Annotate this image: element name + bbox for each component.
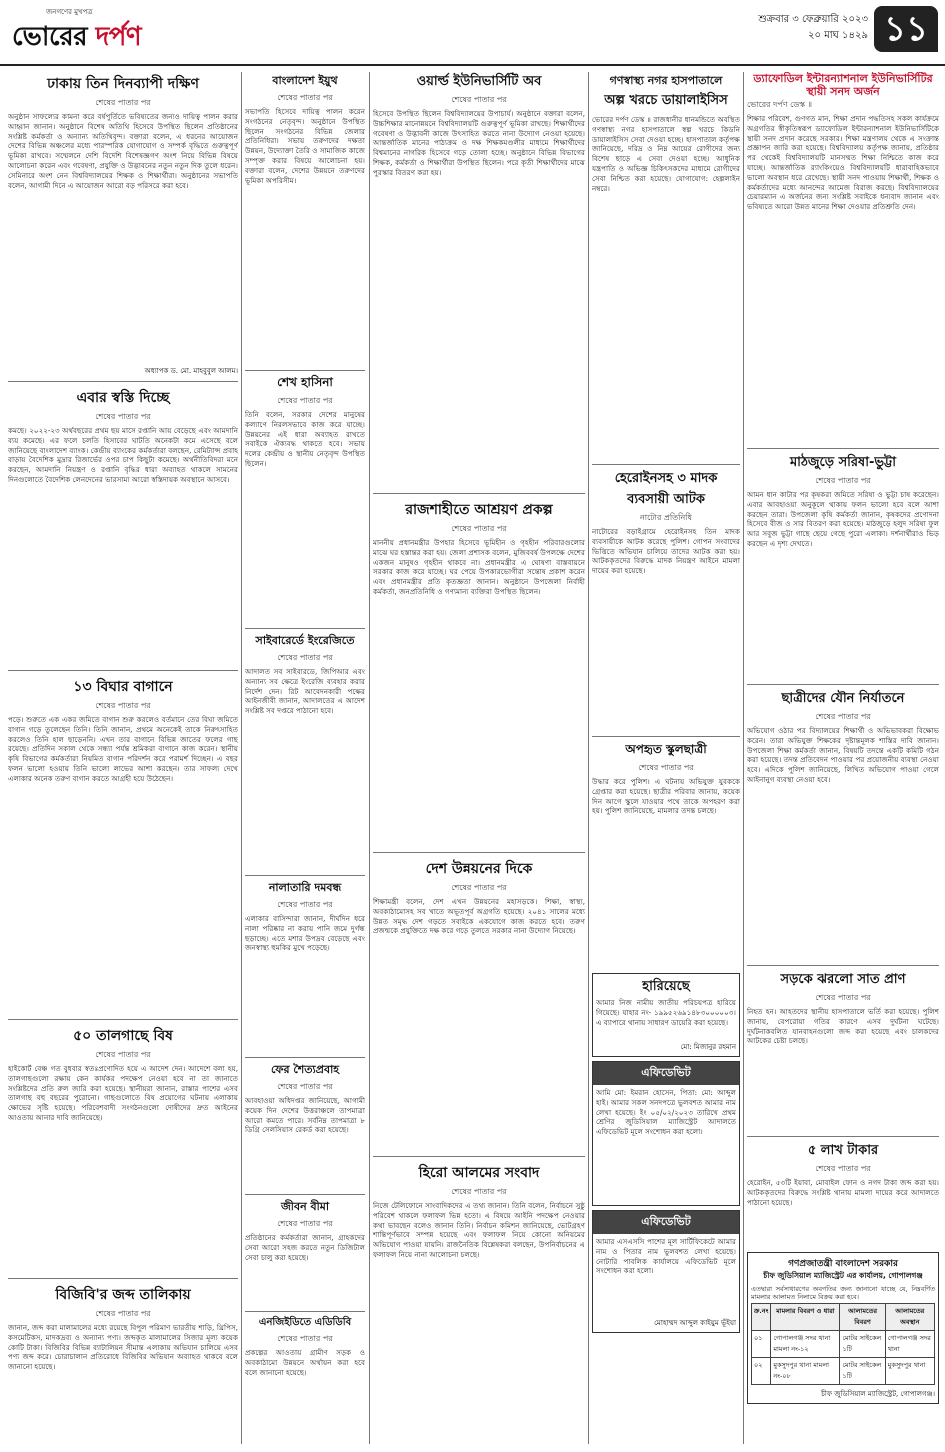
affidavit-2-body: আমার এসএসসি পাশের মূল সার্টিফিকেটে আমার নাম ও পিতার নাম ভুলবশত লেখা হয়েছে। নোটারি পাবলিক কার্যালয়ে এফিডেভিট মূলে সংশোধন করা হলো। xyxy=(596,1237,736,1276)
article-kidnap-body: উদ্ধার করে পুলিশ। এ ঘটনায় অভিযুক্ত যুবককে গ্রেপ্তার করা হয়েছে। ছাত্রীর পরিবার জানায়, কয়েক দিন আগে স্কুলে যাওয়ার পথে তাকে অপহরণ করা হয়। পুলিশ জানিয়েছে, মামলার তদন্ত চলছে। xyxy=(592,777,740,816)
headline-mustard[interactable]: মাঠজুড়ে সরিষা-ভুট্টা xyxy=(789,455,897,470)
headline-insurance[interactable]: জীবন বীমা xyxy=(280,1200,330,1213)
headline-rajshahi[interactable]: রাজশাহীতে আশ্রয়ণ প্রকল্প xyxy=(405,502,553,518)
article-insurance-body: প্রতিষ্ঠানের কর্মকর্তারা জানান, গ্রাহকদের সেবা আরো সহজ করতে নতুন ডিজিটাল সেবা চালু করা হয়েছে। xyxy=(245,1233,365,1262)
article-development-body: শিক্ষামন্ত্রী বলেন, দেশ এখন উন্নয়নের মহাসড়কে। শিক্ষা, স্বাস্থ্য, অবকাঠামোসহ সব খাতে অভূতপূর্ব অগ্রগতি হয়েছে। ২০৪১ সালের মধ্যে উন্নত সমৃদ্ধ দেশ গড়তে সবাইকে একযোগে কাজ করতে হবে। তরুণ প্রজন্মকে প্রযুক্তিতে দক্ষ করে গড়ে তুলতে সরকার নানা উদ্যোগ নিয়েছে। xyxy=(373,897,585,936)
column-center: ওয়ার্ল্ড ইউনিভার্সিটি অব শেষের পাতার পর হিসেবে উপস্থিত ছিলেন বিশ্ববিদ্যালয়ের উপাচার্য। অনুষ্ঠানে বক্তারা বলেন, উচ্চশিক্ষার মানোন্নয়নে বিশ্ববিদ্যালয়টি গুরুত্বপূর্ণ ভূমিকা রাখছে। শিক্ষার্থীদের গবেষণা ও উদ্ভাবনী কাজে উৎসাহিত করতে নানা উদ্যোগ নেওয়া হয়েছে। আন্তর্জাতিক মানের পাঠ্যক্রম ও দক্ষ শিক্ষকমণ্ডলীর মাধ্যমে শিক্ষার্থীদের বিশ্বমানের নাগরিক হিসেবে গড়ে তোলা হচ্ছে। অনুষ্ঠানে বিভিন্ন বিভাগের শিক্ষক, কর্মকর্তা ও শিক্ষার্থীরা উপস্থিত ছিলেন। পরে কৃতী শিক্ষার্থীদের মাঝে পুরস্কার বিতরণ করা হয়। রাজশাহীতে আশ্রয়ণ প্রকল্প শেষের পাতার পর মাননীয় প্রধানমন্ত্রীর উপহার হিসেবে ভূমিহীন ও গৃহহীন পরিবারগুলোর মাঝে ঘর হস্তান্তর করা হয়। জেলা প্রশাসক বলেন, মুজিববর্ষ উপলক্ষে দেশের একজন মানুষও গৃহহীন থাকবে না। প্রধানমন্ত্রীর এ ঘোষণা বাস্তবায়নে সরকার কাজ করে যাচ্ছে। ঘর পেয়ে উপকারভোগীরা সন্তোষ প্রকাশ করেন এবং প্রধানমন্ত্রীর প্রতি কৃতজ্ঞতা জানান। অনুষ্ঠানে উপজেলা নির্বাহী কর্মকর্তা, জনপ্রতিনিধি ও গণ্যমান্য ব্যক্তিরা উপস্থিত ছিলেন। দেশ উন্নয়নের দিকে শেষের পাতার পর শিক্ষামন্ত্রী বলেন, দেশ এখন উন্নয়নের মহাসড়কে। শিক্ষা, স্বাস্থ্য, অবকাঠামোসহ সব খাতে অভূতপূর্ব অগ্রগতি হয়েছে। ২০৪১ সালের মধ্যে উন্নত সমৃদ্ধ দেশ গড়তে সবাইকে একযোগে কাজ করতে হবে। তরুণ প্রজন্মকে প্রযুক্তিতে দক্ষ করে গড়ে তুলতে সরকার নানা উদ্যোগ নিয়েছে। হিরো আলমের সংবাদ শেষের পাতার পর নিজে টেলিফোনে সাংবাদিকদের এ তথ্য জানান। তিনি বলেন, নির্বাচনে সুষ্ঠু পরিবেশ থাকলে ফলাফল ভিন্ন হতো। এ বিষয়ে আইনি পদক্ষেপ নেওয়ার কথা ভাবছেন বলেও জানান তিনি। নির্বাচন কমিশন জানিয়েছে, ভোটগ্রহণ শান্তিপূর্ণভাবে সম্পন্ন হয়েছে এবং ফলাফল নিয়ে কোনো অনিয়মের অভিযোগ পাওয়া যায়নি। রাজনৈতিক বিশ্লেষকরা বলছেন, উপনির্বাচনের এ ফলাফল নিয়ে নানা আলোচনা চলছে। xyxy=(373,72,585,1444)
govt-notice: গণপ্রজাতন্ত্রী বাংলাদেশ সরকার চীফ জুডিসিয়াল ম্যাজিস্ট্রেট এর কার্যালয়, গোপালগঞ্জ এতদ্বারা সর্বসাধারণের অবগতির জন্য জানানো যাচ্ছে যে, নিম্নবর্ণিত মামলার আলামত নিলামে বিক্রয় করা হবে। ক্র.নং মামলার বিবরণ ও ধারা আলামতের বিবরণ আলামতের অবস্থান ০১ গোপালগঞ্জ সদর থানা মামলা নং-১২ মোটর সাইকেল ১টি গোপালগঞ্জ সদর থানা ০২ মুকসুদপুর থানা মামলা নং-০৮ মোটর সাইকেল ১টি মুকসুদপুর থানা চীফ জুডিসিয়াল ম্যাজিস্ট্রেট, গোপালগঞ্জ। xyxy=(747,1252,939,1404)
headline-poison[interactable]: ৫০ তালগাছে বিষ xyxy=(73,1028,173,1044)
headline-agency[interactable]: এনজিইডিতে এডিডিবি xyxy=(258,1317,352,1328)
headline-dhaka[interactable]: ঢাকায় তিন দিনব্যাপী দক্ষিণ xyxy=(47,76,199,92)
headline-hasina[interactable]: শেখ হাসিনা xyxy=(277,375,333,389)
headline-youth[interactable]: বাংলাদেশ ইয়ুথ xyxy=(272,74,338,87)
article-rajshahi-body: মাননীয় প্রধানমন্ত্রীর উপহার হিসেবে ভূমিহীন ও গৃহহীন পরিবারগুলোর মাঝে ঘর হস্তান্তর করা হয়। জেলা প্রশাসক বলেন, মুজিববর্ষ উপলক্ষে দেশের একজন মানুষও গৃহহীন থাকবে না। প্রধানমন্ত্রীর এ ঘোষণা বাস্তবায়নে সরকার কাজ করে যাচ্ছে। ঘর পেয়ে উপকারভোগীরা সন্তোষ প্রকাশ করেন এবং প্রধানমন্ত্রীর প্রতি কৃতজ্ঞতা জানান। অনুষ্ঠানে উপজেলা নির্বাহী কর্মকর্তা, জনপ্রতিনিধি ও গণ্যমান্য ব্যক্তিরা উপস্থিত ছিলেন। xyxy=(373,538,585,596)
article-lakh-body: হেরোইন, ৫৩টি ইয়াবা, মোবাইল ফোন ও নগদ টাকা জব্দ করা হয়। আটককৃতদের বিরুদ্ধে সংশ্লিষ্ট থানায় মামলা দায়ের করে আদালতে পাঠানো হয়েছে। xyxy=(747,1178,939,1207)
headline-world-university[interactable]: ওয়ার্ল্ড ইউনিভার্সিটি অব xyxy=(416,74,542,89)
article-youth-body: সভাপতি হিসেবে দায়িত্ব পালন করেন সংগঠনের নেতৃবৃন্দ। অনুষ্ঠানে উপস্থিত ছিলেন সংগঠনের বিভিন্ন জেলার প্রতিনিধিরা। সভায় তরুণদের দক্ষতা উন্নয়ন, উদ্যোক্তা তৈরি ও সামাজিক কাজে সম্পৃক্ত করার বিষয়ে আলোচনা হয়। বক্তারা বলেন, দেশের উন্নয়নে তরুণদের ভূমিকা অপরিসীম। xyxy=(245,107,365,185)
article-cold-body: আবহাওয়া অধিদপ্তর জানিয়েছে, আগামী কয়েক দিন দেশের উত্তরাঞ্চলে তাপমাত্রা আরো কমতে পারে। সর্বনিম্ন তাপমাত্রা ৮ ডিগ্রি সেলসিয়াস রেকর্ড করা হয়েছে। xyxy=(245,1096,365,1135)
article-relief-body: কমছে। ২০২২-২৩ অর্থবছরের প্রথম ছয় মাসে রপ্তানি আয় বেড়েছে এবং আমদানি ব্যয় কমেছে। এর ফলে চলতি হিসাবের ঘাটতি অনেকটা কমে এসেছে বলে জানিয়েছে বাংলাদেশ ব্যাংক। কেন্দ্রীয় ব্যাংকের কর্মকর্তারা বলছেন, রেমিট্যান্স প্রবাহ বাড়ায় বৈদেশিক মুদ্রার রিজার্ভের ওপর চাপ কিছুটা কমেছে। অর্থনীতিবিদরা মনে করছেন, আমদানি নিয়ন্ত্রণ ও রপ্তানি বৃদ্ধির ধারা অব্যাহত থাকলে সামনের দিনগুলোতে বৈদেশিক লেনদেনের ভারসাম্য আরো স্বস্তিদায়ক অবস্থানে আসবে। xyxy=(8,426,238,484)
logo-tagline: জনগণের মুখপত্র xyxy=(46,8,93,16)
article-dhaka-body: অনুষ্ঠান সাফল্যের কামনা করে বর্ষপুর্তিতে ভবিষ্যতের জন্যও দায়িত্ব পালন করার আহ্বান জানান। অনুষ্ঠানে বিশেষ অতিথি হিসেবে উপস্থিত ছিলেন প্রতিষ্ঠানের সংশ্লিষ্ট কর্মকর্তা ও অন্যান্য অতিথিবৃন্দ। বক্তারা বলেন, এ ধরনের আয়োজন দেশের বিভিন্ন অঞ্চলের মধ্যে পারস্পরিক যোগাযোগ ও সম্পর্ক বৃদ্ধিতে গুরুত্বপূর্ণ ভূমিকা রাখবে। সম্মেলনে দেশি বিদেশি বিশেষজ্ঞগণ অংশ নিয়ে বিভিন্ন বিষয়ে আলোচনা করেন এবং গবেষণা, প্রযুক্তি ও উদ্ভাবনের নতুন নতুন দিক তুলে ধরেন। সেমিনারে অংশ নেন বিশ্ববিদ্যালয়ের শিক্ষক ও শিক্ষার্থীরা। অনুষ্ঠানের সভাপতি বলেন, আগামী দিনে এ আয়োজন আরো বড় পরিসরে করা হবে। xyxy=(8,112,238,190)
headline-relief[interactable]: এবার স্বস্তি দিচ্ছে xyxy=(76,390,170,406)
headline-heroin[interactable]: হেরোইনসহ ৩ মাদক ব্যবসায়ী আটক xyxy=(614,471,718,507)
headline-road[interactable]: সড়কে ঝরলো সাত প্রাণ xyxy=(780,972,906,987)
headline-nalatari[interactable]: নালাতারি দমবন্ধ xyxy=(268,881,342,894)
article-poison-body: হাইকোর্ট বেঞ্চ গত বুধবার স্বতঃপ্রণোদিত হয়ে এ আদেশ দেন। আদেশে বলা হয়, তালগাছগুলো রক্ষায় কেন কার্যকর পদক্ষেপ নেওয়া হবে না তা জানাতে সংশ্লিষ্টদের প্রতি রুল জারি করা হয়েছে। স্থানীয়রা জানান, রাস্তার পাশের এসব তালগাছ বহু বছরের পুরোনো। গাছগুলোতে বিষ প্রয়োগের ঘটনায় এলাকায় ক্ষোভের সৃষ্টি হয়েছে। পরিবেশবাদী সংগঠনগুলো দোষীদের দ্রুত আইনের আওতায় আনার দাবি জানিয়েছে। xyxy=(8,1064,238,1122)
article-bgb-body: জানান, জব্দ করা মালামালের মধ্যে রয়েছে বিপুল পরিমাণ ভারতীয় শাড়ি, থ্রিপিস, কসমেটিকস, মাদকদ্রব্য ও অন্যান্য পণ্য। জব্দকৃত মালামালের সিজার মূল্য কয়েক কোটি টাকা। বিজিবির বিভিন্ন ব্যাটালিয়ন সীমান্ত এলাকায় অভিযান চালিয়ে এসব পণ্য জব্দ করে। চোরাচালান প্রতিরোধে বিজিবির অভিযান অব্যাহত থাকবে বলে জানানো হয়েছে। xyxy=(8,1323,238,1372)
masthead xyxy=(0,0,945,66)
article-cyber-body: আদালত সব সাইবারডে, জিপিআর এবং অন্যান্য সব ক্ষেত্রে ইংরেজি ব্যবহার করার নির্দেশ দেন। রিট আবেদনকারী পক্ষের আইনজীবী জানান, আদালতের এ আদেশ সংশ্লিষ্ট সব দপ্তরে পাঠানো হবে। xyxy=(245,667,365,716)
affidavit-2-title: এফিডেভিট xyxy=(593,1211,739,1234)
column-second: বাংলাদেশ ইয়ুথ শেষের পাতার পর সভাপতি হিসেবে দায়িত্ব পালন করেন সংগঠনের নেতৃবৃন্দ। অনুষ্ঠানে উপস্থিত ছিলেন সংগঠনের বিভিন্ন জেলার প্রতিনিধিরা। সভায় তরুণদের দক্ষতা উন্নয়ন, উদ্যোক্তা তৈরি ও সামাজিক কাজে সম্পৃক্ত করার বিষয়ে আলোচনা হয়। বক্তারা বলেন, দেশের উন্নয়নে তরুণদের ভূমিকা অপরিসীম। শেখ হাসিনা শেষের পাতার পর তিনি বলেন, সরকার দেশের মানুষের কল্যাণে নিরলসভাবে কাজ করে যাচ্ছে। উন্নয়নের এই ধারা অব্যাহত রাখতে সবাইকে ঐক্যবদ্ধ থাকতে হবে। সভায় দলের কেন্দ্রীয় ও স্থানীয় নেতৃবৃন্দ উপস্থিত ছিলেন। সাইবারের্ডে ইংরেজিতে শেষের পাতার পর আদালত সব সাইবারডে, জিপিআর এবং অন্যান্য সব ক্ষেত্রে ইংরেজি ব্যবহার করার নির্দেশ দেন। রিট আবেদনকারী পক্ষের আইনজীবী জানান, আদালতের এ আদেশ সংশ্লিষ্ট সব দপ্তরে পাঠানো হবে। নালাতারি দমবন্ধ শেষের পাতার পর এলাকার বাসিন্দারা জানান, দীর্ঘদিন ধরে নালা পরিষ্কার না করায় পানি জমে দুর্গন্ধ ছড়াচ্ছে। এতে মশার উপদ্রব বেড়েছে এবং জনস্বাস্থ্য হুমকির মুখে পড়েছে। ফের শৈত্যপ্রবাহ শেষের পাতার পর আবহাওয়া অধিদপ্তর জানিয়েছে, আগামী কয়েক দিন দেশের উত্তরাঞ্চলে তাপমাত্রা আরো কমতে পারে। সর্বনিম্ন তাপমাত্রা ৮ ডিগ্রি সেলসিয়াস রেকর্ড করা হয়েছে। জীবন বীমা শেষের পাতার পর প্রতিষ্ঠানের কর্মকর্তারা জানান, গ্রাহকদের সেবা আরো সহজ করতে নতুন ডিজিটাল সেবা চালু করা হয়েছে। এনজিইডিতে এডিডিবি শেষের পাতার পর প্রকল্পের আওতায় গ্রামীণ সড়ক ও অবকাঠামো উন্নয়নে অর্থায়ন করা হবে বলে জানানো হয়েছে। xyxy=(245,72,365,1444)
article-hasina-body: তিনি বলেন, সরকার দেশের মানুষের কল্যাণে নিরলসভাবে কাজ করে যাচ্ছে। উন্নয়নের এই ধারা অব্যাহত রাখতে সবাইকে ঐক্যবদ্ধ থাকতে হবে। সভায় দলের কেন্দ্রীয় ও স্থানীয় নেতৃবৃন্দ উপস্থিত ছিলেন। xyxy=(245,410,365,468)
column-left: ঢাকায় তিন দিনব্যাপী দক্ষিণ শেষের পাতার পর অনুষ্ঠান সাফল্যের কামনা করে বর্ষপুর্তিতে ভবিষ্যতের জন্যও দায়িত্ব পালন করার আহ্বান জানান। অনুষ্ঠানে বিশেষ অতিথি হিসেবে উপস্থিত ছিলেন প্রতিষ্ঠানের সংশ্লিষ্ট কর্মকর্তা ও অন্যান্য অতিথিবৃন্দ। বক্তারা বলেন, এ ধরনের আয়োজন দেশের বিভিন্ন অঞ্চলের মধ্যে পারস্পরিক যোগাযোগ ও সম্পর্ক বৃদ্ধিতে গুরুত্বপূর্ণ ভূমিকা রাখবে। সম্মেলনে দেশি বিদেশি বিশেষজ্ঞগণ অংশ নিয়ে বিভিন্ন বিষয়ে আলোচনা করেন এবং গবেষণা, প্রযুক্তি ও উদ্ভাবনের নতুন নতুন দিক তুলে ধরেন। সেমিনারে অংশ নেন বিশ্ববিদ্যালয়ের শিক্ষক ও শিক্ষার্থীরা। অনুষ্ঠানের সভাপতি বলেন, আগামী দিনে এ আয়োজন আরো বড় পরিসরে করা হবে। অধ্যাপক ড. মো. মাহবুবুল আলম। এবার স্বস্তি দিচ্ছে শেষের পাতার পর কমছে। ২০২২-২৩ অর্থবছরের প্রথম ছয় মাসে রপ্তানি আয় বেড়েছে এবং আমদানি ব্যয় কমেছে। এর ফলে চলতি হিসাবের ঘাটতি অনেকটা কমে এসেছে বলে জানিয়েছে বাংলাদেশ ব্যাংক। কেন্দ্রীয় ব্যাংকের কর্মকর্তারা বলছেন, রেমিট্যান্স প্রবাহ বাড়ায় বৈদেশিক মুদ্রার রিজার্ভের ওপর চাপ কিছুটা কমেছে। অর্থনীতিবিদরা মনে করছেন, আমদানি নিয়ন্ত্রণ ও রপ্তানি বৃদ্ধির ধারা অব্যাহত থাকলে সামনের দিনগুলোতে বৈদেশিক লেনদেনের ভারসাম্য আরো স্বস্তিদায়ক অবস্থানে আসবে। ১৩ বিঘার বাগানে শেষের পাতার পর পড়ে। শুরুতে এক একর জমিতে বাগান শুরু করলেও বর্তমানে তের বিঘা জমিতে বাগান গড়ে তুলেছেন তিনি। তিনি জানান, প্রথমে অনেকেই তাকে নিরুৎসাহিত করলেও তিনি হাল ছাড়েননি। এখন তার বাগানে বিভিন্ন জাতের ফলের গাছ রয়েছে। প্রতিদিন সকাল থেকে সন্ধ্যা পর্যন্ত শ্রমিকরা বাগানে কাজ করেন। স্থানীয় কৃষি বিভাগের কর্মকর্তারা নিয়মিত বাগান পরিদর্শন করে পরামর্শ দিচ্ছেন। এ বছর ফলন ভালো হওয়ায় তিনি ভালো লাভের আশা করছেন। তার সাফল্য দেখে এলাকার অনেক তরুণ বাগান করতে আগ্রহী হয়ে উঠেছেন। ৫০ তালগাছে বিষ শেষের পাতার পর হাইকোর্ট বেঞ্চ গত বুধবার স্বতঃপ্রণোদিত হয়ে এ আদেশ দেন। আদেশে বলা হয়, তালগাছগুলো রক্ষায় কেন কার্যকর পদক্ষেপ নেওয়া হবে না তা জানাতে সংশ্লিষ্টদের প্রতি রুল জারি করা হয়েছে। স্থানীয়রা জানান, রাস্তার পাশের এসব তালগাছ বহু বছরের পুরোনো। গাছগুলোতে বিষ প্রয়োগের ঘটনায় এলাকায় ক্ষোভের সৃষ্টি হয়েছে। পরিবেশবাদী সংগঠনগুলো দোষীদের দ্রুত আইনের আওতায় আনার দাবি জানিয়েছে। বিজিবি'র জব্দ তালিকায় শেষের পাতার পর জানান, জব্দ করা মালামালের মধ্যে রয়েছে বিপুল পরিমাণ ভারতীয় শাড়ি, থ্রিপিস, কসমেটিকস, মাদকদ্রব্য ও অন্যান্য পণ্য। জব্দকৃত মালামালের সিজার মূল্য কয়েক কোটি টাকা। বিজিবির বিভিন্ন ব্যাটালিয়ন সীমান্ত এলাকায় অভিযান চালিয়ে এসব পণ্য জব্দ করে। চোরাচালান প্রতিরোধে বিজিবির অভিযান অব্যাহত থাকবে বলে জানানো হয়েছে। xyxy=(8,72,238,1444)
affidavit-1 xyxy=(592,1061,740,1206)
lost-notice: হারিয়েছে আমার নিজ নামীয় জাতীয় পরিচয়পত্র হারিয়ে গিয়েছে। যাহার নং- ১৯৯৫২৬৯১৪৮৩০০০০০৩। এ ব্যাপারে থানায় সাধারণ ডায়েরি করা হয়েছে। মো: মিজানুর রহমান xyxy=(592,973,740,1057)
headline-development[interactable]: দেশ উন্নয়নের দিকে xyxy=(425,861,533,877)
article-road-body: নিহত হন। আহতদের স্থানীয় হাসপাতালে ভর্তি করা হয়েছে। পুলিশ জানায়, বেপরোয়া গতির কারণে এসব দুর্ঘটনা ঘটেছে। দুর্ঘটনাকবলিত যানবাহনগুলো জব্দ করা হয়েছে এবং চালকদের আটকের চেষ্টা চলছে। xyxy=(747,1007,939,1046)
article-hero-alom-body: নিজে টেলিফোনে সাংবাদিকদের এ তথ্য জানান। তিনি বলেন, নির্বাচনে সুষ্ঠু পরিবেশ থাকলে ফলাফল ভিন্ন হতো। এ বিষয়ে আইনি পদক্ষেপ নেওয়ার কথা ভাবছেন বলেও জানান তিনি। নির্বাচন কমিশন জানিয়েছে, ভোটগ্রহণ শান্তিপূর্ণভাবে সম্পন্ন হয়েছে এবং ফলাফল নিয়ে কোনো অনিয়মের অভিযোগ পাওয়া যায়নি। রাজনৈতিক বিশ্লেষকরা বলছেন, উপনির্বাচনের এ ফলাফল নিয়ে নানা আলোচনা চলছে। xyxy=(373,1201,585,1259)
article-nalatari-body: এলাকার বাসিন্দারা জানান, দীর্ঘদিন ধরে নালা পরিষ্কার না করায় পানি জমে দুর্গন্ধ ছড়াচ্ছে। এতে মশার উপদ্রব বেড়েছে এবং জনস্বাস্থ্য হুমকির মুখে পড়েছে। xyxy=(245,914,365,953)
govt-notice-subtitle: চীফ জুডিসিয়াল ম্যাজিস্ট্রেট এর কার্যালয়, গোপালগঞ্জ xyxy=(763,1271,923,1280)
affidavit-2: এফিডেভিট আমার এসএসসি পাশের মূল সার্টিফিকেটে আমার নাম ও পিতার নাম ভুলবশত লেখা হয়েছে। নোটারি পাবলিক কার্যালয়ে এফিডেভিট মূলে সংশোধন করা হলো। মোহাম্মদ আব্দুল কাইয়ুম ভূঁইয়া xyxy=(592,1210,740,1333)
headline-dialysis[interactable]: গণস্বাস্থ্য নগর হাসপাতালে অল্প খরচে ডায়ালাইসিস xyxy=(604,74,728,108)
headline-kidnap[interactable]: অপহৃত স্কুলছাত্রী xyxy=(625,742,707,756)
page-number: ১১ xyxy=(874,6,938,52)
newspaper-logo[interactable] xyxy=(8,6,208,58)
affidavit-1-title: এফিডেভিট xyxy=(593,1062,739,1085)
table-row: ০২ মুকসুদপুর থানা মামলা নং-০৮ মোটর সাইকেল ১টি মুকসুদপুর থানা xyxy=(752,1358,935,1385)
headline-hero-alom[interactable]: হিরো আলমের সংবাদ xyxy=(418,1165,540,1181)
affidavit-1-body: আমি মো: ইমরান হোসেন, পিতা: মো: আব্দুল হাই। আমার সকল সনদপত্রে ভুলবশত আমার নাম লেখা হয়েছে। ইং ০৫/০২/২০২৩ তারিখে প্রথম শ্রেণির জুডিসিয়াল ম্যাজিস্ট্রেট আদালতে এফিডেভিট মূলে সংশোধন করা হলো। xyxy=(596,1088,736,1137)
headline-daffodil[interactable]: ড্যাফোডিল ইন্টারন্যাশনাল ইউনিভার্সিটির স্থায়ী সনদ অর্জন xyxy=(753,72,933,98)
article-mustard-body: আমন ধান কাটার পর কৃষকরা জমিতে সরিষা ও ভুট্টা চাষ করেছেন। এবার আবহাওয়া অনুকূলে থাকায় ফলন ভালো হবে বলে আশা করছেন তারা। উপজেলা কৃষি কর্মকর্তা জানান, কৃষকদের প্রণোদনা হিসেবে বীজ ও সার বিতরণ করা হয়েছে। মাঠজুড়ে হলুদ সরিষা ফুল আর সবুজ ভুট্টা গাছে ছেয়ে গেছে পুরো এলাকা। দর্শনার্থীরাও ভিড় করছেন এ দৃশ্য দেখতে। xyxy=(747,490,939,548)
headline-students[interactable]: ছাত্রীদের যৌন নির্যাতনে xyxy=(781,691,905,706)
column-right: ড্যাফোডিল ইন্টারন্যাশনাল ইউনিভার্সিটির স্থায়ী সনদ অর্জন ভোরের দর্পণ ডেস্ক ॥ শিক্ষার পরিবেশ, গুণগত মান, শিক্ষা প্রদান পদ্ধতিসহ সকল কার্যক্রমে অগ্রগতির স্বীকৃতিস্বরূপ ড্যাফোডিল ইন্টারন্যাশনাল ইউনিভার্সিটিকে স্থায়ী সনদ প্রদান করেছে সরকার। শিক্ষা মন্ত্রণালয় থেকে এ সংক্রান্ত প্রজ্ঞাপন জারি করা হয়েছে। বিশ্ববিদ্যালয় কর্তৃপক্ষ জানায়, প্রতিষ্ঠার পর থেকেই বিশ্ববিদ্যালয়টি মানসম্মত শিক্ষা নিশ্চিতে কাজ করে যাচ্ছে। আন্তর্জাতিক র‍্যাংকিংয়েও বিশ্ববিদ্যালয়টি ধারাবাহিকভাবে ভালো অবস্থান ধরে রেখেছে। স্থায়ী সনদ পাওয়ায় শিক্ষার্থী, শিক্ষক ও কর্মকর্তাদের মধ্যে আনন্দের আমেজ বিরাজ করছে। বিশ্ববিদ্যালয়ের চেয়ারম্যান এ অর্জনের জন্য সংশ্লিষ্ট সবাইকে ধন্যবাদ জানান এবং ভবিষ্যতে আরো উন্নত মানের শিক্ষা দেওয়ার প্রতিশ্রুতি দেন। মাঠজুড়ে সরিষা-ভুট্টা শেষের পাতার পর আমন ধান কাটার পর কৃষকরা জমিতে সরিষা ও ভুট্টা চাষ করেছেন। এবার আবহাওয়া অনুকূলে থাকায় ফলন ভালো হবে বলে আশা করছেন তারা। উপজেলা কৃষি কর্মকর্তা জানান, কৃষকদের প্রণোদনা হিসেবে বীজ ও সার বিতরণ করা হয়েছে। মাঠজুড়ে হলুদ সরিষা ফুল আর সবুজ ভুট্টা গাছে ছেয়ে গেছে পুরো এলাকা। দর্শনার্থীরাও ভিড় করছেন এ দৃশ্য দেখতে। ছাত্রীদের যৌন নির্যাতনে শেষের পাতার পর অভিযোগ ওঠার পর বিদ্যালয়ের শিক্ষার্থী ও অভিভাবকরা বিক্ষোভ করেন। তারা অভিযুক্ত শিক্ষকের দৃষ্টান্তমূলক শাস্তির দাবি জানান। উপজেলা শিক্ষা কর্মকর্তা জানান, বিষয়টি তদন্তে একটি কমিটি গঠন করা হয়েছে। তদন্ত প্রতিবেদন পাওয়ার পর প্রয়োজনীয় ব্যবস্থা নেওয়া হবে। এদিকে পুলিশ জানিয়েছে, লিখিত অভিযোগ পাওয়া গেলে আইনানুগ ব্যবস্থা নেওয়া হবে। সড়কে ঝরলো সাত প্রাণ শেষের পাতার পর নিহত হন। আহতদের স্থানীয় হাসপাতালে ভর্তি করা হয়েছে। পুলিশ জানায়, বেপরোয়া গতির কারণে এসব দুর্ঘটনা ঘটেছে। দুর্ঘটনাকবলিত যানবাহনগুলো জব্দ করা হয়েছে এবং চালকদের আটকের চেষ্টা চলছে। ৫ লাখ টাকার শেষের পাতার পর হেরোইন, ৫৩টি ইয়াবা, মোবাইল ফোন ও নগদ টাকা জব্দ করা হয়। আটককৃতদের বিরুদ্ধে সংশ্লিষ্ট থানায় মামলা দায়ের করে আদালতে পাঠানো হয়েছে। গণপ্রজাতন্ত্রী বাংলাদেশ সরকার চীফ জুডিসিয়াল ম্যাজিস্ট্রেট এর কার্যালয়, গোপালগঞ্জ এতদ্বারা সর্বসাধারণের অবগতির জন্য জানানো যাচ্ছে যে, নিম্নবর্ণিত মামলার আলামত নিলামে বিক্রয় করা হবে। ক্র.নং মামলার বিবরণ ও ধারা আলামতের বিবরণ আলামতের অবস্থান ০১ গোপালগঞ্জ সদর থানা মামলা নং-১২ মোটর সাইকেল ১টি গোপালগঞ্জ সদর থানা ০২ মুকসুদপুর থানা মামলা নং-০৮ মোটর সাইকেল ১টি মুকসুদপুর থানা চীফ জুডিসিয়াল ম্যাজিস্ট্রেট, গোপালগঞ্জ। xyxy=(747,72,939,1444)
lost-notice-title: হারিয়েছে xyxy=(642,979,690,994)
article-heroin-body: নাটোরের বড়াইগ্রামে হেরোইনসহ তিন মাদক ব্যবসায়ীকে আটক করেছে পুলিশ। গোপন সংবাদের ভিত্তিতে অভিযান চালিয়ে তাদের আটক করা হয়। আটককৃতদের বিরুদ্ধে মাদক নিয়ন্ত্রণ আইনে মামলা দায়ের করা হয়েছে। xyxy=(592,527,740,576)
article-world-university-body: হিসেবে উপস্থিত ছিলেন বিশ্ববিদ্যালয়ের উপাচার্য। অনুষ্ঠানে বক্তারা বলেন, উচ্চশিক্ষার মানোন্নয়নে বিশ্ববিদ্যালয়টি গুরুত্বপূর্ণ ভূমিকা রাখছে। শিক্ষার্থীদের গবেষণা ও উদ্ভাবনী কাজে উৎসাহিত করতে নানা উদ্যোগ নেওয়া হয়েছে। আন্তর্জাতিক মানের পাঠ্যক্রম ও দক্ষ শিক্ষকমণ্ডলীর মাধ্যমে শিক্ষার্থীদের বিশ্বমানের নাগরিক হিসেবে গড়ে তোলা হচ্ছে। অনুষ্ঠানে বিভিন্ন বিভাগের শিক্ষক, কর্মকর্তা ও শিক্ষার্থীরা উপস্থিত ছিলেন। পরে কৃতী শিক্ষার্থীদের মাঝে পুরস্কার বিতরণ করা হয়। xyxy=(373,109,585,177)
logo-text: ভোরের দর্পণ xyxy=(12,22,142,52)
column-fourth: গণস্বাস্থ্য নগর হাসপাতালে অল্প খরচে ডায়ালাইসিস ভোরের দর্পণ ডেস্ক ॥ রাজধানীর ধানমন্ডিতে অবস্থিত গণস্বাস্থ্য নগর হাসপাতালে স্বল্প খরচে কিডনি ডায়ালাইসিস সেবা দেওয়া হচ্ছে। হাসপাতাল কর্তৃপক্ষ জানিয়েছে, দরিদ্র ও নিম্ন আয়ের রোগীদের জন্য বিশেষ ছাড়ে এ সেবা দেওয়া হচ্ছে। আধুনিক যন্ত্রপাতি ও অভিজ্ঞ চিকিৎসকদের মাধ্যমে রোগীদের সেবা নিশ্চিত করা হয়েছে। যোগাযোগ: হেল্পলাইন নম্বরে। হেরোইনসহ ৩ মাদক ব্যবসায়ী আটক নাটোর প্রতিনিধি নাটোরের বড়াইগ্রামে হেরোইনসহ তিন মাদক ব্যবসায়ীকে আটক করেছে পুলিশ। গোপন সংবাদের ভিত্তিতে অভিযান চালিয়ে তাদের আটক করা হয়। আটককৃতদের বিরুদ্ধে মাদক নিয়ন্ত্রণ আইনে মামলা দায়ের করা হয়েছে। অপহৃত স্কুলছাত্রী শেষের পাতার পর উদ্ধার করে পুলিশ। এ ঘটনায় অভিযুক্ত যুবককে গ্রেপ্তার করা হয়েছে। ছাত্রীর পরিবার জানায়, কয়েক দিন আগে স্কুলে যাওয়ার পথে তাকে অপহরণ করা হয়। পুলিশ জানিয়েছে, মামলার তদন্ত চলছে। হারিয়েছে আমার নিজ নামীয় জাতীয় পরিচয়পত্র হারিয়ে গিয়েছে। যাহার নং- ১৯৯৫২৬৯১৪৮৩০০০০০৩। এ ব্যাপারে থানায় সাধারণ ডায়েরি করা হয়েছে। মো: মিজানুর রহমান এফিডেভিট আমি মো: ইমরান হোসেন, পিতা: মো: আব্দুল হাই। আমার সকল সনদপত্রে ভুলবশত আমার নাম লেখা হয়েছে। ইং ০৫/০২/২০২৩ তারিখে প্রথম শ্রেণির জুডিসিয়াল ম্যাজিস্ট্রেট আদালতে এফিডেভিট মূলে সংশোধন করা হলো। এফিডেভিট আমার এসএসসি পাশের মূল সার্টিফিকেটে আমার নাম ও পিতার নাম ভুলবশত লেখা হয়েছে। নোটারি পাবলিক কার্যালয়ে এফিডেভিট মূলে সংশোধন করা হলো। মোহাম্মদ আব্দুল কাইয়ুম ভূঁইয়া xyxy=(592,72,740,1444)
article-garden-body: পড়ে। শুরুতে এক একর জমিতে বাগান শুরু করলেও বর্তমানে তের বিঘা জমিতে বাগান গড়ে তুলেছেন তিনি। তিনি জানান, প্রথমে অনেকেই তাকে নিরুৎসাহিত করলেও তিনি হাল ছাড়েননি। এখন তার বাগানে বিভিন্ন জাতের ফলের গাছ রয়েছে। প্রতিদিন সকাল থেকে সন্ধ্যা পর্যন্ত শ্রমিকরা বাগানে কাজ করেন। স্থানীয় কৃষি বিভাগের কর্মকর্তারা নিয়মিত বাগান পরিদর্শন করে পরামর্শ দিচ্ছেন। এ বছর ফলন ভালো হওয়ায় তিনি ভালো লাভের আশা করছেন। তার সাফল্য দেখে এলাকার অনেক তরুণ বাগান করতে আগ্রহী হয়ে উঠেছেন। xyxy=(8,715,238,783)
article-students-body: অভিযোগ ওঠার পর বিদ্যালয়ের শিক্ষার্থী ও অভিভাবকরা বিক্ষোভ করেন। তারা অভিযুক্ত শিক্ষকের দৃষ্টান্তমূলক শাস্তির দাবি জানান। উপজেলা শিক্ষা কর্মকর্তা জানান, বিষয়টি তদন্তে একটি কমিটি গঠন করা হয়েছে। তদন্ত প্রতিবেদন পাওয়ার পর প্রয়োজনীয় ব্যবস্থা নেওয়া হবে। এদিকে পুলিশ জানিয়েছে, লিখিত অভিযোগ পাওয়া গেলে আইনানুগ ব্যবস্থা নেওয়া হবে। xyxy=(747,726,939,784)
headline-lakh[interactable]: ৫ লাখ টাকার xyxy=(807,1143,879,1158)
table-row: ০১ গোপালগঞ্জ সদর থানা মামলা নং-১২ মোটর সাইকেল ১টি গোপালগঞ্জ সদর থানা xyxy=(752,1331,935,1358)
lost-notice-body: আমার নিজ নামীয় জাতীয় পরিচয়পত্র হারিয়ে গিয়েছে। যাহার নং- ১৯৯৫২৬৯১৪৮৩০০০০০৩। এ ব্যাপারে থানায় সাধারণ ডায়েরি করা হয়েছে। xyxy=(596,998,736,1027)
headline-cyber[interactable]: সাইবারের্ডে ইংরেজিতে xyxy=(255,634,355,647)
issue-date: শুক্রবার ৩ ফেব্রুয়ারি ২০২৩ ২০ মাঘ ১৪২৯ xyxy=(758,14,868,41)
headline-bgb[interactable]: বিজিবি'র জব্দ তালিকায় xyxy=(55,1287,191,1303)
govt-notice-table: ক্র.নং মামলার বিবরণ ও ধারা আলামতের বিবরণ আলামতের অবস্থান ০১ গোপালগঞ্জ সদর থানা মামলা নং-১২ মোটর সাইকেল ১টি গোপালগঞ্জ সদর থানা ০২ মুকসুদপুর থানা মামলা নং-০৮ মোটর সাইকেল ১টি মুকসুদপুর থানা xyxy=(751,1303,935,1385)
headline-cold[interactable]: ফের শৈত্যপ্রবাহ xyxy=(270,1063,340,1076)
article-agency-body: প্রকল্পের আওতায় গ্রামীণ সড়ক ও অবকাঠামো উন্নয়নে অর্থায়ন করা হবে বলে জানানো হয়েছে। xyxy=(245,1348,365,1377)
headline-garden[interactable]: ১৩ বিঘার বাগানে xyxy=(73,679,173,695)
article-dialysis-body: ভোরের দর্পণ ডেস্ক ॥ রাজধানীর ধানমন্ডিতে অবস্থিত গণস্বাস্থ্য নগর হাসপাতালে স্বল্প খরচে কিডনি ডায়ালাইসিস সেবা দেওয়া হচ্ছে। হাসপাতাল কর্তৃপক্ষ জানিয়েছে, দরিদ্র ও নিম্ন আয়ের রোগীদের জন্য বিশেষ ছাড়ে এ সেবা দেওয়া হচ্ছে। আধুনিক যন্ত্রপাতি ও অভিজ্ঞ চিকিৎসকদের মাধ্যমে রোগীদের সেবা নিশ্চিত করা হয়েছে। যোগাযোগ: হেল্পলাইন নম্বরে। xyxy=(592,115,740,193)
govt-notice-title: গণপ্রজাতন্ত্রী বাংলাদেশ সরকার xyxy=(788,1259,898,1269)
article-daffodil-body: শিক্ষার পরিবেশ, গুণগত মান, শিক্ষা প্রদান পদ্ধতিসহ সকল কার্যক্রমে অগ্রগতির স্বীকৃতিস্বরূপ ড্যাফোডিল ইন্টারন্যাশনাল ইউনিভার্সিটিকে স্থায়ী সনদ প্রদান করেছে সরকার। শিক্ষা মন্ত্রণালয় থেকে এ সংক্রান্ত প্রজ্ঞাপন জারি করা হয়েছে। বিশ্ববিদ্যালয় কর্তৃপক্ষ জানায়, প্রতিষ্ঠার পর থেকেই বিশ্ববিদ্যালয়টি মানসম্মত শিক্ষা নিশ্চিতে কাজ করে যাচ্ছে। আন্তর্জাতিক র‍্যাংকিংয়েও বিশ্ববিদ্যালয়টি ধারাবাহিকভাবে ভালো অবস্থান ধরে রেখেছে। স্থায়ী সনদ পাওয়ায় শিক্ষার্থী, শিক্ষক ও কর্মকর্তাদের মধ্যে আনন্দের আমেজ বিরাজ করছে। বিশ্ববিদ্যালয়ের চেয়ারম্যান এ অর্জনের জন্য সংশ্লিষ্ট সবাইকে ধন্যবাদ জানান এবং ভবিষ্যতে আরো উন্নত মানের শিক্ষা দেওয়ার প্রতিশ্রুতি দেন। xyxy=(747,114,939,212)
